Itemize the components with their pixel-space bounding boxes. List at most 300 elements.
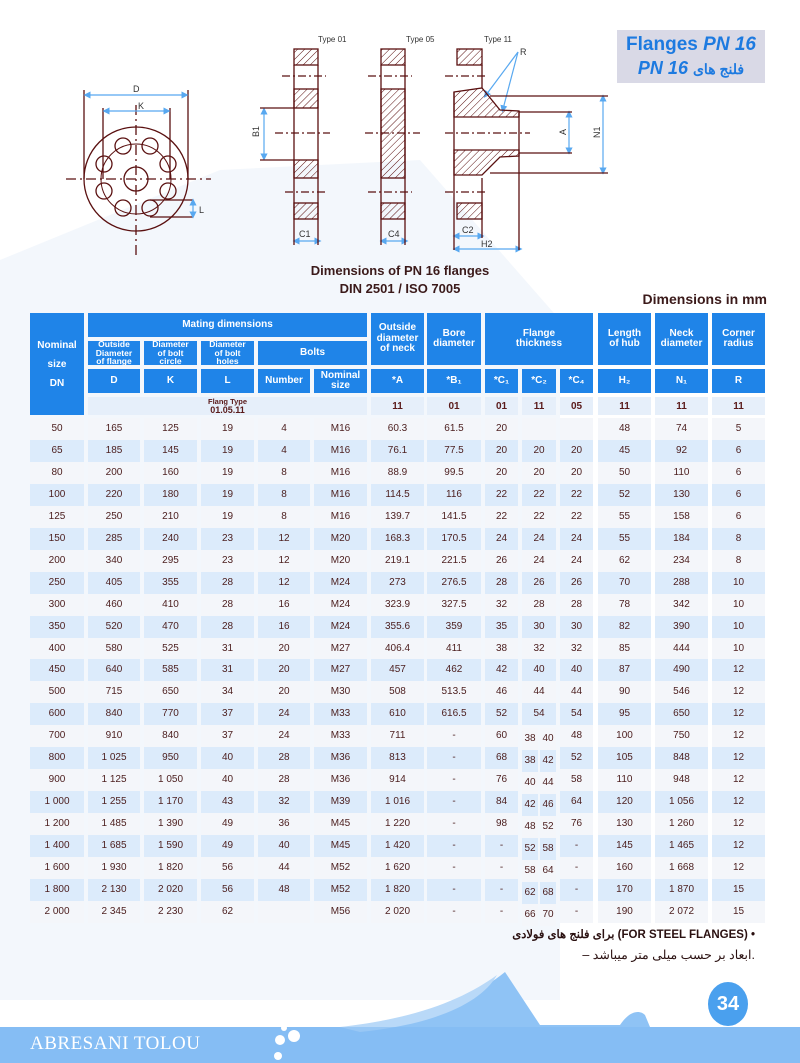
header-sym-L: L bbox=[201, 369, 254, 393]
cell-H2: 105 bbox=[598, 747, 651, 769]
cell-C1: 20 bbox=[485, 418, 518, 440]
cell-dn: 400 bbox=[30, 638, 84, 660]
cell-C2: 24 bbox=[522, 550, 556, 572]
cell-L: 49 bbox=[201, 835, 254, 857]
cell-B1: 462 bbox=[427, 659, 481, 681]
cell-C2-min: 48 bbox=[522, 816, 538, 838]
cell-B1: - bbox=[427, 769, 481, 791]
cell-R: 8 bbox=[712, 550, 765, 572]
cell-L: 49 bbox=[201, 813, 254, 835]
cell-N1: 288 bbox=[655, 572, 708, 594]
cell-bolt-number: 20 bbox=[258, 681, 310, 703]
cell-dn: 500 bbox=[30, 681, 84, 703]
cell-bolt-size: M16 bbox=[314, 418, 367, 440]
header-sym-D: D bbox=[88, 369, 140, 393]
header-bolt-number: Number bbox=[258, 369, 310, 393]
cell-C4: 30 bbox=[560, 616, 593, 638]
type-label-05: Type 05 bbox=[406, 35, 435, 44]
header-outside-diameter-flange: Outside Diameter of flange bbox=[88, 341, 140, 365]
cell-K: 145 bbox=[144, 440, 197, 462]
header-sym-C2: *C₂ bbox=[522, 369, 556, 393]
flange-front-view bbox=[66, 90, 211, 258]
cell-D: 285 bbox=[88, 528, 140, 550]
cell-R: 12 bbox=[712, 703, 765, 725]
cell-C2: 30 bbox=[522, 616, 556, 638]
cell-D: 2 345 bbox=[88, 901, 140, 923]
cell-K: 1 390 bbox=[144, 813, 197, 835]
cell-N1: 750 bbox=[655, 725, 708, 747]
cell-R: 12 bbox=[712, 747, 765, 769]
title-farsi: فلنج های bbox=[692, 61, 745, 77]
cell-K: 125 bbox=[144, 418, 197, 440]
cell-C1: 24 bbox=[485, 528, 518, 550]
drawing-label-C1: C1 bbox=[299, 229, 311, 239]
cell-L: 56 bbox=[201, 857, 254, 879]
cell-L: 37 bbox=[201, 725, 254, 747]
flange-type-B1: 01 bbox=[427, 397, 481, 415]
cell-bolt-number: 20 bbox=[258, 659, 310, 681]
cell-bolt-number: 4 bbox=[258, 440, 310, 462]
cell-N1: 1 056 bbox=[655, 791, 708, 813]
cell-L: 37 bbox=[201, 703, 254, 725]
flange-type-05-section bbox=[365, 49, 420, 245]
drawing-label-C2: C2 bbox=[462, 225, 474, 235]
cell-bolt-size: M20 bbox=[314, 528, 367, 550]
cell-B1: - bbox=[427, 835, 481, 857]
cell-N1: 444 bbox=[655, 638, 708, 660]
cell-L: 40 bbox=[201, 769, 254, 791]
cell-C4: 20 bbox=[560, 440, 593, 462]
cell-C2: 24 bbox=[522, 528, 556, 550]
cell-D: 405 bbox=[88, 572, 140, 594]
cell-bolt-number: 32 bbox=[258, 791, 310, 813]
bubble-icon bbox=[290, 1020, 295, 1025]
cell-bolt-size: M39 bbox=[314, 791, 367, 813]
cell-bolt-size: M24 bbox=[314, 572, 367, 594]
drawing-label-H2: H2 bbox=[481, 239, 493, 249]
cell-C1: 38 bbox=[485, 638, 518, 660]
cell-K: 1 820 bbox=[144, 857, 197, 879]
cell-C1: - bbox=[485, 901, 518, 923]
flange-type-C4: 05 bbox=[560, 397, 593, 415]
drawing-label-A: A bbox=[558, 128, 568, 135]
cell-A: 2 020 bbox=[371, 901, 424, 923]
header-bolts: Bolts bbox=[258, 341, 367, 365]
cell-H2: 48 bbox=[598, 418, 651, 440]
cell-H2: 100 bbox=[598, 725, 651, 747]
cell-L: 31 bbox=[201, 659, 254, 681]
cell-R: 6 bbox=[712, 440, 765, 462]
cell-L: 43 bbox=[201, 791, 254, 813]
cell-K: 470 bbox=[144, 616, 197, 638]
header-sym-H2: H₂ bbox=[598, 369, 651, 393]
cell-C4: 76 bbox=[560, 813, 593, 835]
cell-bolt-size: M16 bbox=[314, 484, 367, 506]
cell-C2-min: 66 bbox=[522, 904, 538, 926]
cell-N1: 390 bbox=[655, 616, 708, 638]
cell-R: 15 bbox=[712, 879, 765, 901]
cell-C2: 26 bbox=[522, 572, 556, 594]
cell-B1: 276.5 bbox=[427, 572, 481, 594]
cell-K: 2 020 bbox=[144, 879, 197, 901]
cell-N1: 158 bbox=[655, 506, 708, 528]
cell-D: 340 bbox=[88, 550, 140, 572]
cell-bolt-size: M24 bbox=[314, 616, 367, 638]
bubble-icon bbox=[288, 1030, 300, 1042]
title-flanges: Flanges bbox=[626, 34, 698, 55]
cell-N1: 234 bbox=[655, 550, 708, 572]
cell-C4: 24 bbox=[560, 550, 593, 572]
cell-H2: 78 bbox=[598, 594, 651, 616]
cell-B1: 141.5 bbox=[427, 506, 481, 528]
cell-L: 19 bbox=[201, 440, 254, 462]
cell-L: 40 bbox=[201, 747, 254, 769]
cell-N1: 2 072 bbox=[655, 901, 708, 923]
cell-D: 2 130 bbox=[88, 879, 140, 901]
header-diameter-bolt-holes: Diameter of bolt holes bbox=[201, 341, 254, 365]
cell-A: 1 620 bbox=[371, 857, 424, 879]
cell-K: 1 170 bbox=[144, 791, 197, 813]
cell-C2: 54 bbox=[522, 703, 556, 725]
cell-N1: 130 bbox=[655, 484, 708, 506]
brand-name: ABRESANI TOLOU bbox=[30, 1033, 201, 1054]
cell-L: 34 bbox=[201, 681, 254, 703]
cell-C1: 46 bbox=[485, 681, 518, 703]
cell-D: 580 bbox=[88, 638, 140, 660]
cell-C1: 26 bbox=[485, 550, 518, 572]
note-steel-flanges: برای فلنج های فولادی (FOR STEEL FLANGES) • bbox=[512, 929, 755, 941]
cell-dn: 300 bbox=[30, 594, 84, 616]
cell-K: 525 bbox=[144, 638, 197, 660]
cell-dn: 200 bbox=[30, 550, 84, 572]
cell-bolt-size: M52 bbox=[314, 879, 367, 901]
cell-C1: 28 bbox=[485, 572, 518, 594]
cell-B1: - bbox=[427, 813, 481, 835]
cell-H2: 120 bbox=[598, 791, 651, 813]
cell-C4 bbox=[560, 418, 593, 440]
bubble-icon bbox=[274, 1052, 282, 1060]
cell-K: 295 bbox=[144, 550, 197, 572]
cell-K: 180 bbox=[144, 484, 197, 506]
cell-bolt-size: M36 bbox=[314, 769, 367, 791]
cell-R: 12 bbox=[712, 681, 765, 703]
cell-N1: 948 bbox=[655, 769, 708, 791]
cell-H2: 70 bbox=[598, 572, 651, 594]
cell-H2: 52 bbox=[598, 484, 651, 506]
bubble-icon bbox=[275, 1035, 285, 1045]
cell-A: 457 bbox=[371, 659, 424, 681]
cell-bolt-size: M45 bbox=[314, 813, 367, 835]
cell-dn: 125 bbox=[30, 506, 84, 528]
cell-D: 1 255 bbox=[88, 791, 140, 813]
cell-bolt-number: 16 bbox=[258, 594, 310, 616]
header-corner-radius: Corner radius bbox=[712, 313, 765, 365]
cell-A: 76.1 bbox=[371, 440, 424, 462]
cell-bolt-number: 16 bbox=[258, 616, 310, 638]
cell-D: 1 485 bbox=[88, 813, 140, 835]
cell-C4: 24 bbox=[560, 528, 593, 550]
cell-A: 508 bbox=[371, 681, 424, 703]
cell-C2-max: 58 bbox=[540, 838, 556, 860]
cell-bolt-number: 44 bbox=[258, 857, 310, 879]
cell-bolt-size: M16 bbox=[314, 440, 367, 462]
cell-C4: 20 bbox=[560, 462, 593, 484]
cell-D: 220 bbox=[88, 484, 140, 506]
cell-K: 2 230 bbox=[144, 901, 197, 923]
cell-R: 12 bbox=[712, 769, 765, 791]
cell-A: 60.3 bbox=[371, 418, 424, 440]
title-pn16: PN 16 bbox=[703, 34, 756, 55]
drawing-label-R: R bbox=[520, 47, 527, 57]
cell-bolt-number: 28 bbox=[258, 747, 310, 769]
cell-K: 770 bbox=[144, 703, 197, 725]
cell-C1: 32 bbox=[485, 594, 518, 616]
cell-H2: 130 bbox=[598, 813, 651, 835]
cell-N1: 184 bbox=[655, 528, 708, 550]
cell-C2-min: 62 bbox=[522, 882, 538, 904]
cell-D: 840 bbox=[88, 703, 140, 725]
cell-B1: 61.5 bbox=[427, 418, 481, 440]
cell-K: 160 bbox=[144, 462, 197, 484]
cell-C1: 84 bbox=[485, 791, 518, 813]
cell-C4: 22 bbox=[560, 484, 593, 506]
header-neck-diameter: Neck diameter bbox=[655, 313, 708, 365]
cell-C2-min: 52 bbox=[522, 838, 538, 860]
cell-C1: 42 bbox=[485, 659, 518, 681]
cell-C2-max: 46 bbox=[540, 794, 556, 816]
cell-L: 56 bbox=[201, 879, 254, 901]
cell-R: 10 bbox=[712, 638, 765, 660]
cell-dn: 350 bbox=[30, 616, 84, 638]
drawing-label-D: D bbox=[133, 84, 140, 94]
cell-R: 12 bbox=[712, 857, 765, 879]
cell-dn: 1 000 bbox=[30, 791, 84, 813]
cell-C4: - bbox=[560, 835, 593, 857]
header-sym-N1: N₁ bbox=[655, 369, 708, 393]
cell-C4: 22 bbox=[560, 506, 593, 528]
cell-dn: 1 600 bbox=[30, 857, 84, 879]
cell-bolt-number: 8 bbox=[258, 506, 310, 528]
cell-R: 15 bbox=[712, 901, 765, 923]
cell-H2: 55 bbox=[598, 506, 651, 528]
cell-B1: - bbox=[427, 747, 481, 769]
cell-K: 650 bbox=[144, 681, 197, 703]
cell-K: 355 bbox=[144, 572, 197, 594]
cell-A: 323.9 bbox=[371, 594, 424, 616]
cell-D: 910 bbox=[88, 725, 140, 747]
cell-D: 250 bbox=[88, 506, 140, 528]
cell-bolt-number: 12 bbox=[258, 550, 310, 572]
cell-R: 12 bbox=[712, 835, 765, 857]
cell-H2: 160 bbox=[598, 857, 651, 879]
cell-C2-max: 40 bbox=[540, 728, 556, 750]
cell-dn: 1 200 bbox=[30, 813, 84, 835]
cell-R: 12 bbox=[712, 813, 765, 835]
header-length-of-hub: Length of hub bbox=[598, 313, 651, 365]
cell-dn: 1 400 bbox=[30, 835, 84, 857]
cell-C1: - bbox=[485, 879, 518, 901]
cell-bolt-number: 24 bbox=[258, 703, 310, 725]
cell-H2: 62 bbox=[598, 550, 651, 572]
cell-bolt-number: 40 bbox=[258, 835, 310, 857]
cell-C4: 48 bbox=[560, 725, 593, 747]
cell-A: 1 420 bbox=[371, 835, 424, 857]
cell-dn: 600 bbox=[30, 703, 84, 725]
header-diameter-bolt-circle: Diameter of bolt circle bbox=[144, 341, 197, 365]
cell-L: 19 bbox=[201, 462, 254, 484]
cell-C1: 52 bbox=[485, 703, 518, 725]
cell-K: 1 590 bbox=[144, 835, 197, 857]
header-mating-dimensions: Mating dimensions bbox=[88, 313, 367, 337]
cell-N1: 110 bbox=[655, 462, 708, 484]
flange-type-A: 11 bbox=[371, 397, 424, 415]
cell-C2: 20 bbox=[522, 462, 556, 484]
cell-D: 200 bbox=[88, 462, 140, 484]
cell-N1: 1 465 bbox=[655, 835, 708, 857]
table-title: Dimensions of PN 16 flanges bbox=[310, 263, 490, 278]
page-number: 34 bbox=[708, 982, 748, 1026]
cell-C1: - bbox=[485, 857, 518, 879]
cell-bolt-number: 12 bbox=[258, 528, 310, 550]
cell-C4: 44 bbox=[560, 681, 593, 703]
cell-D: 1 685 bbox=[88, 835, 140, 857]
flange-type-N1: 11 bbox=[655, 397, 708, 415]
cell-C2-min: 58 bbox=[522, 860, 538, 882]
cell-H2: 190 bbox=[598, 901, 651, 923]
header-sym-A: *A bbox=[371, 369, 424, 393]
cell-dn: 700 bbox=[30, 725, 84, 747]
cell-B1: 99.5 bbox=[427, 462, 481, 484]
cell-C1: 22 bbox=[485, 484, 518, 506]
cell-B1: 77.5 bbox=[427, 440, 481, 462]
cell-D: 715 bbox=[88, 681, 140, 703]
cell-bolt-number: 8 bbox=[258, 462, 310, 484]
cell-bolt-number bbox=[258, 901, 310, 923]
cell-C4: 26 bbox=[560, 572, 593, 594]
cell-L: 31 bbox=[201, 638, 254, 660]
flange-type-C2: 11 bbox=[522, 397, 556, 415]
cell-bolt-number: 12 bbox=[258, 572, 310, 594]
cell-dn: 65 bbox=[30, 440, 84, 462]
cell-C4: 40 bbox=[560, 659, 593, 681]
cell-C2-max: 64 bbox=[540, 860, 556, 882]
cell-C2-max: 70 bbox=[540, 904, 556, 926]
cell-C2-max: 52 bbox=[540, 816, 556, 838]
cell-H2: 85 bbox=[598, 638, 651, 660]
cell-C2-max: 68 bbox=[540, 882, 556, 904]
cell-A: 273 bbox=[371, 572, 424, 594]
cell-R: 6 bbox=[712, 506, 765, 528]
cell-A: 88.9 bbox=[371, 462, 424, 484]
type-label-11: Type 11 bbox=[484, 35, 512, 44]
cell-C2-min: 40 bbox=[522, 772, 538, 794]
cell-L: 28 bbox=[201, 616, 254, 638]
cell-A: 114.5 bbox=[371, 484, 424, 506]
cell-D: 460 bbox=[88, 594, 140, 616]
cell-C4: - bbox=[560, 879, 593, 901]
cell-B1: 116 bbox=[427, 484, 481, 506]
header-sym-C1: *C₁ bbox=[485, 369, 518, 393]
cell-dn: 250 bbox=[30, 572, 84, 594]
cell-N1: 74 bbox=[655, 418, 708, 440]
cell-dn: 100 bbox=[30, 484, 84, 506]
cell-C2-min: 38 bbox=[522, 728, 538, 750]
bubble-icon bbox=[281, 1025, 287, 1031]
cell-bolt-number: 28 bbox=[258, 769, 310, 791]
cell-R: 10 bbox=[712, 572, 765, 594]
cell-R: 8 bbox=[712, 528, 765, 550]
cell-R: 5 bbox=[712, 418, 765, 440]
cell-H2: 55 bbox=[598, 528, 651, 550]
type-label-01: Type 01 bbox=[318, 35, 347, 44]
drawing-label-L: L bbox=[199, 205, 205, 215]
page-title-box bbox=[617, 30, 765, 83]
cell-C1: 20 bbox=[485, 462, 518, 484]
units-label: Dimensions in mm bbox=[642, 291, 767, 307]
cell-B1: 359 bbox=[427, 616, 481, 638]
drawing-label-K: K bbox=[138, 101, 145, 111]
cell-B1: 513.5 bbox=[427, 681, 481, 703]
cell-bolt-size: M45 bbox=[314, 835, 367, 857]
cell-A: 813 bbox=[371, 747, 424, 769]
cell-A: 1 016 bbox=[371, 791, 424, 813]
cell-H2: 90 bbox=[598, 681, 651, 703]
cell-N1: 92 bbox=[655, 440, 708, 462]
cell-C1: 98 bbox=[485, 813, 518, 835]
flange-type-H2: 11 bbox=[598, 397, 651, 415]
flange-type-01-section bbox=[260, 49, 330, 245]
cell-H2: 95 bbox=[598, 703, 651, 725]
cell-bolt-size: M16 bbox=[314, 462, 367, 484]
cell-K: 1 050 bbox=[144, 769, 197, 791]
cell-N1: 650 bbox=[655, 703, 708, 725]
cell-D: 520 bbox=[88, 616, 140, 638]
cell-bolt-number: 36 bbox=[258, 813, 310, 835]
cell-C2-min: 42 bbox=[522, 794, 538, 816]
cell-A: 1 220 bbox=[371, 813, 424, 835]
cell-K: 410 bbox=[144, 594, 197, 616]
cell-L: 28 bbox=[201, 572, 254, 594]
header-flange-thickness: Flange thickness bbox=[485, 313, 593, 365]
flange-type-R: 11 bbox=[712, 397, 765, 415]
cell-H2: 87 bbox=[598, 659, 651, 681]
cell-D: 1 025 bbox=[88, 747, 140, 769]
cell-C1: - bbox=[485, 835, 518, 857]
cell-C4: 28 bbox=[560, 594, 593, 616]
cell-R: 12 bbox=[712, 659, 765, 681]
cell-C2-min: 38 bbox=[522, 750, 538, 772]
header-sym-K: K bbox=[144, 369, 197, 393]
cell-bolt-number: 8 bbox=[258, 484, 310, 506]
cell-K: 585 bbox=[144, 659, 197, 681]
cell-A: 168.3 bbox=[371, 528, 424, 550]
cell-bolt-size: M27 bbox=[314, 659, 367, 681]
cell-N1: 1 260 bbox=[655, 813, 708, 835]
cell-C1: 35 bbox=[485, 616, 518, 638]
flange-type-mating: Flang Type 01.05.11 bbox=[88, 397, 367, 415]
cell-C4: - bbox=[560, 901, 593, 923]
cell-bolt-size: M56 bbox=[314, 901, 367, 923]
cell-B1: - bbox=[427, 879, 481, 901]
cell-dn: 50 bbox=[30, 418, 84, 440]
cell-L: 23 bbox=[201, 528, 254, 550]
cell-C4: 58 bbox=[560, 769, 593, 791]
cell-R: 6 bbox=[712, 484, 765, 506]
cell-K: 240 bbox=[144, 528, 197, 550]
cell-B1: - bbox=[427, 857, 481, 879]
cell-A: 219.1 bbox=[371, 550, 424, 572]
cell-N1: 342 bbox=[655, 594, 708, 616]
